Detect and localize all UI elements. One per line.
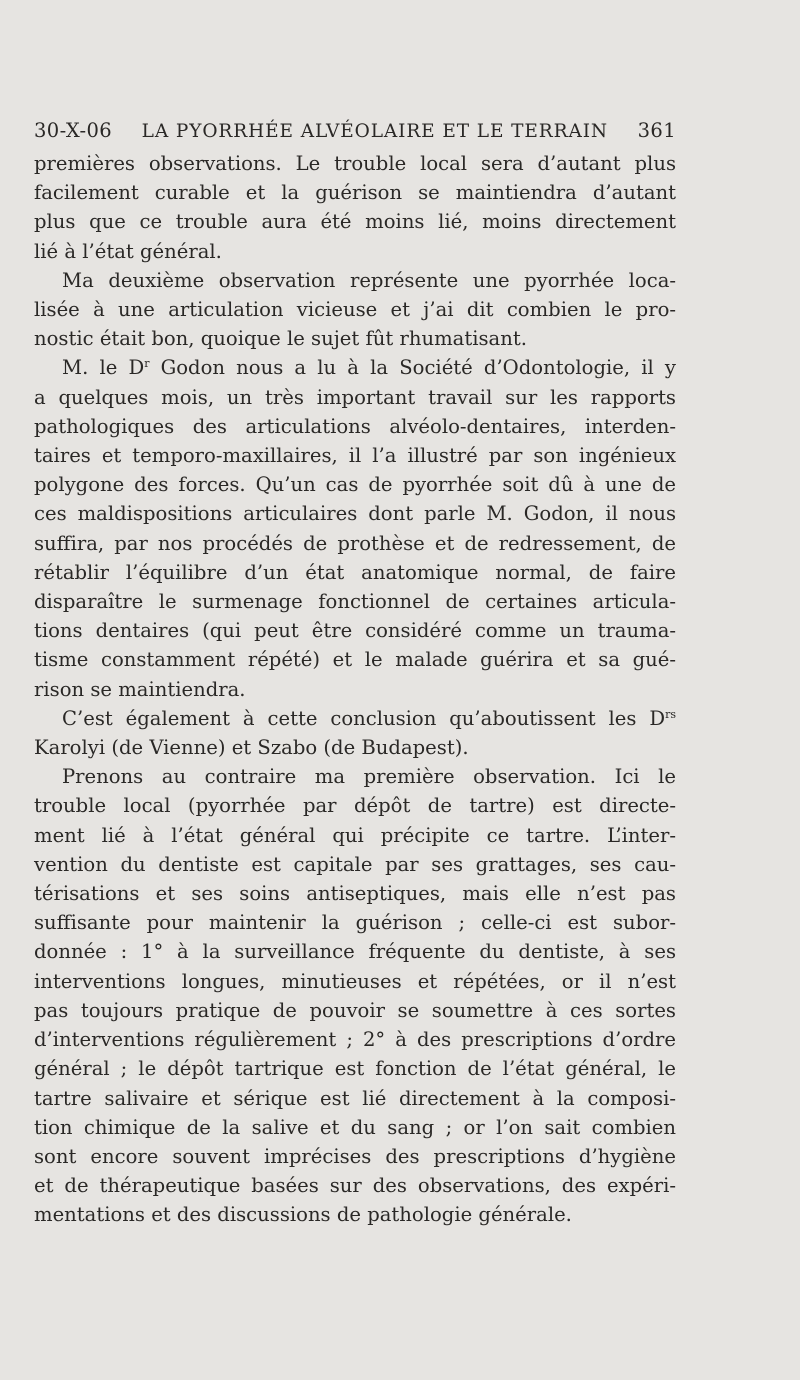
superscript: rs xyxy=(665,707,676,721)
text-line: tisme constamment répété) et le malade guérira et sa gué- xyxy=(34,648,676,672)
text-line xyxy=(34,704,676,733)
paragraph-2 xyxy=(34,266,676,354)
paragraph-5 xyxy=(34,762,676,1229)
text-fragment: M. le D xyxy=(62,356,145,380)
text-line: nostic était bon, quoique le sujet fût rhumatisant. xyxy=(34,327,527,351)
text-line: suffisante pour maintenir la guérison ; celle-ci est subor- xyxy=(34,911,676,935)
text-line: général ; le dépôt tartrique est fonction de l’état général, le xyxy=(34,1057,676,1081)
text-line: polygone des forces. Qu’un cas de pyorrhée soit dû à une de xyxy=(34,473,676,497)
text-line: Karolyi (de Vienne) et Szabo (de Budapest). xyxy=(34,736,469,760)
text-fragment: C’est également à cette conclusion qu’aboutissent les D xyxy=(62,706,666,730)
text-line: Prenons au contraire ma première observation. Ici le xyxy=(62,765,676,789)
text-line: rison se maintiendra. xyxy=(34,677,246,701)
paragraph-3 xyxy=(34,353,676,703)
text-line: facilement curable et la guérison se maintiendra d’autant xyxy=(34,181,676,205)
paragraph-1 xyxy=(34,149,676,266)
text-line: interventions longues, minutieuses et répétées, or il n’est xyxy=(34,969,676,993)
text-line: pathologiques des articulations alvéolo-dentaires, interden- xyxy=(34,414,676,438)
text-line: premières observations. Le trouble local sera d’autant plus xyxy=(34,152,676,175)
text-line: mentations et des discussions de pathologie générale. xyxy=(34,1203,572,1227)
running-head xyxy=(34,118,676,145)
text-line: donnée : 1° à la surveillance fréquente du dentiste, à ses xyxy=(34,940,676,964)
header-title: LA PYORRHÉE ALVÉOLAIRE ET LE TERRAIN xyxy=(141,121,609,142)
text-line: térisations et ses soins antiseptiques, mais elle n’est pas xyxy=(34,882,676,906)
text-line: tartre salivaire et sérique est lié directement à la composi- xyxy=(34,1086,676,1110)
text-line: tions dentaires (qui peut être considéré comme un trauma- xyxy=(34,619,676,643)
page-number: 361 xyxy=(637,119,676,142)
text-line: Ma deuxième observation représente une pyorrhée loca- xyxy=(62,268,676,292)
text-line: d’interventions régulièrement ; 2° à des prescriptions d’ordre xyxy=(34,1028,676,1052)
text-line: rétablir l’équilibre d’un état anatomique normal, de faire xyxy=(34,560,676,584)
text-line: taires et temporo-maxillaires, il l’a illustré par son ingénieux xyxy=(34,444,676,468)
text-line: disparaître le surmenage fonctionnel de certaines articula- xyxy=(34,590,676,614)
text-line: trouble local (pyorrhée par dépôt de tartre) est directe- xyxy=(34,794,676,818)
text-line: et de thérapeutique basées sur des observations, des expéri- xyxy=(34,1174,676,1198)
text-line: lisée à une articulation vicieuse et j’ai dit combien le pro- xyxy=(34,298,676,322)
text-fragment: Godon nous a lu à la Société d’Odontologie, il y xyxy=(160,356,676,380)
text-line: a quelques mois, un très important travail sur les rapports xyxy=(34,385,676,409)
superscript: r xyxy=(144,357,150,371)
text-line: suffira, par nos procédés de prothèse et de redressement, de xyxy=(34,531,676,555)
book-page xyxy=(34,118,676,1230)
paragraph-4 xyxy=(34,704,676,762)
text-line: vention du dentiste est capitale par ses grattages, ses cau- xyxy=(34,852,676,876)
text-line: sont encore souvent imprécises des prescriptions d’hygiène xyxy=(34,1144,676,1168)
text-line xyxy=(34,353,676,382)
text-line: tion chimique de la salive et du sang ; or l’on sait combien xyxy=(34,1115,676,1139)
text-line: plus que ce trouble aura été moins lié, moins directement xyxy=(34,210,676,234)
text-line: pas toujours pratique de pouvoir se soumettre à ces sortes xyxy=(34,998,676,1022)
text-line: ces maldispositions articulaires dont parle M. Godon, il nous xyxy=(34,502,676,526)
text-line: lié à l’état général. xyxy=(34,239,222,263)
text-line: ment lié à l’état général qui précipite ce tartre. L’inter- xyxy=(34,823,676,847)
header-date: 30-X-06 xyxy=(34,119,113,142)
